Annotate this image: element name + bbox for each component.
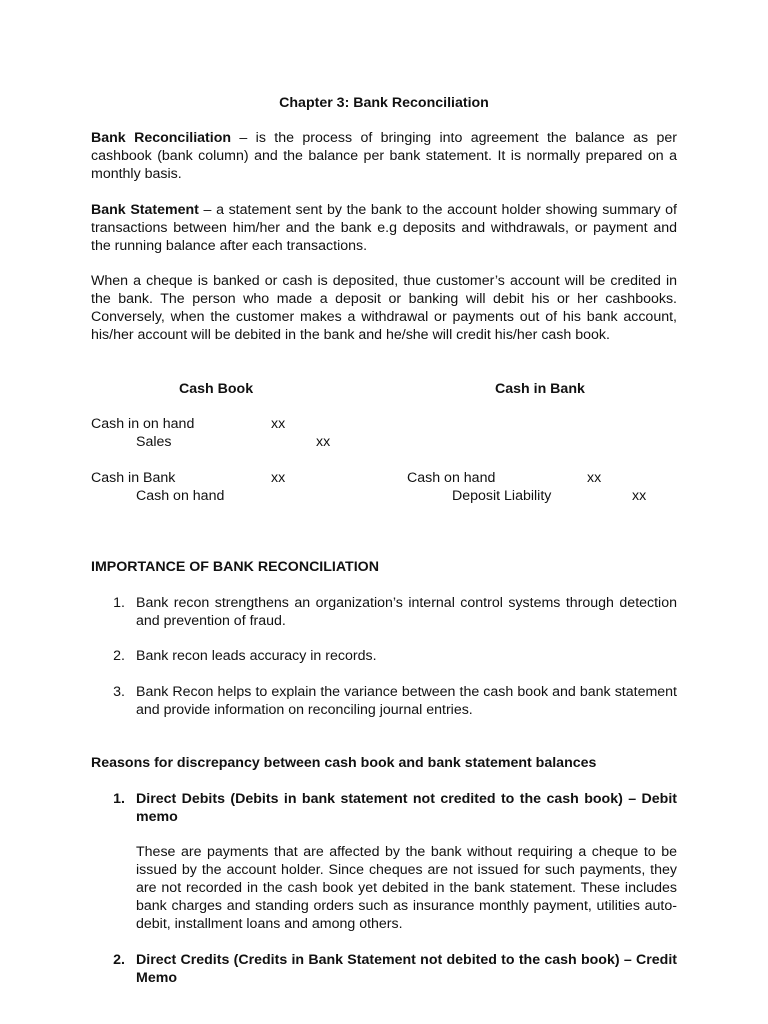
importance-heading: IMPORTANCE OF BANK RECONCILIATION (91, 559, 379, 575)
list-item-number: 1. (113, 595, 125, 611)
list-item-number: 2. (113, 952, 125, 968)
list-item-number: 1. (113, 791, 125, 807)
journal-credit-amount: xx (316, 434, 331, 450)
journal-debit-account: Cash in on hand (91, 416, 195, 432)
definition-text: – is the process of bringing into agreement the balance as per cashbook (bank column) and the balance per bank statement. It is normally prepared on a monthly basis. (91, 130, 678, 182)
list-item-number: 3. (113, 684, 125, 700)
journal-credit-account: Sales (136, 434, 172, 450)
journal-credit-amount: xx (632, 488, 647, 504)
reason-title: Direct Debits (Debits in bank statement not credited to the cash book) – Debit memo (136, 791, 677, 825)
cash-in-bank-header: Cash in Bank (495, 381, 585, 397)
journal-debit-amount: xx (271, 470, 286, 486)
intro-paragraph: When a cheque is banked or cash is deposited, thue customer’s account will be credited in the bank. The person who made a deposit or banking will debit his or her cashbooks. Conversely, when the customer makes a withdrawal or payments out of his bank account, his/her account will be debited in the bank and he/she will credit his/her cash book. (91, 273, 677, 343)
reason-description: These are payments that are affected by the bank without requiring a cheque to be issued by the account holder. Since cheques are not issued for such payments, they are not recorded in the cash book yet debited in the bank statement. These includes bank charges and standing orders such as insurance monthly payment, utilities auto-debit, installment loans and among others. (136, 844, 677, 932)
definition-text: – a statement sent by the bank to the account holder showing summary of transactions between him/her and the bank e.g deposits and withdrawals, or payment and the running balance after each transactions. (91, 202, 677, 254)
journal-debit-amount: xx (271, 416, 286, 432)
cash-book-header: Cash Book (179, 381, 254, 397)
journal-credit-account: Deposit Liability (452, 488, 552, 504)
journal-debit-account: Cash in Bank (91, 470, 176, 486)
list-item: Bank recon strengthens an organization’s internal control systems through detection and prevention of fraud. (136, 595, 677, 629)
reasons-heading: Reasons for discrepancy between cash book and bank statement balances (91, 755, 597, 771)
journal-debit-amount: xx (587, 470, 602, 486)
list-item-number: 2. (113, 648, 125, 664)
list-item: Bank Recon helps to explain the variance between the cash book and bank statement and provide information on reconciling journal entries. (136, 684, 677, 718)
journal-credit-account: Cash on hand (136, 488, 225, 504)
page-title: Chapter 3: Bank Reconciliation (279, 95, 489, 111)
reason-title: Direct Credits (Credits in Bank Statement not debited to the cash book) – Credit Memo (136, 952, 677, 986)
definition-term: Bank Reconciliation (91, 130, 232, 146)
definition-bank-reconciliation (91, 129, 677, 183)
definition-bank-statement (91, 201, 677, 255)
list-item: Bank recon leads accuracy in records. (136, 648, 377, 664)
journal-debit-account: Cash on hand (407, 470, 496, 486)
definition-term: Bank Statement (91, 202, 199, 218)
